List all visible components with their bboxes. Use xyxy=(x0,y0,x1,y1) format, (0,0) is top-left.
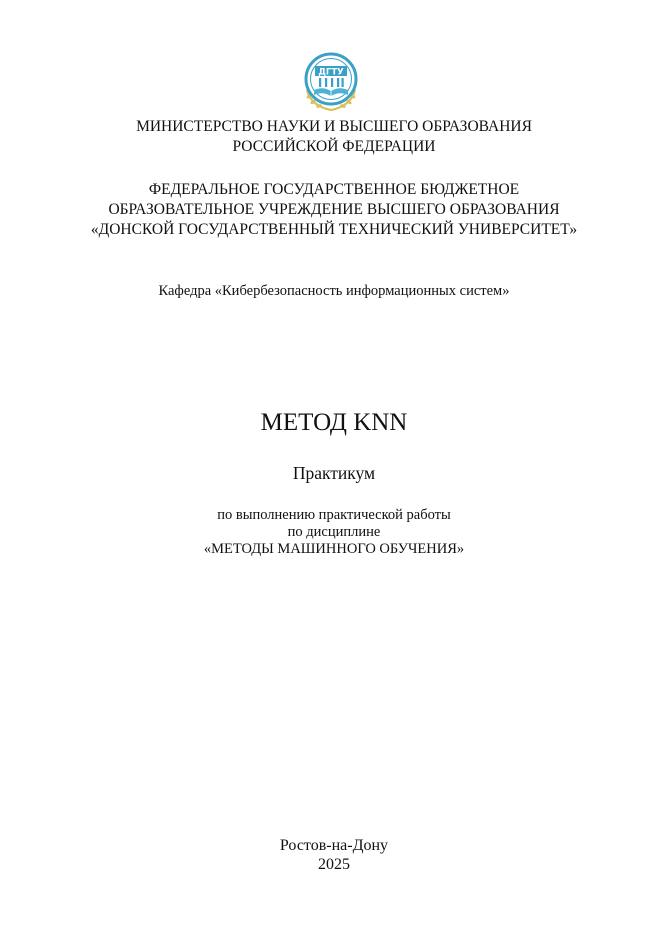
publication-year: 2025 xyxy=(318,856,350,873)
purpose-line-3: «МЕТОДЫ МАШИННОГО ОБУЧЕНИЯ» xyxy=(203,541,465,557)
purpose-line-2: по дисциплине xyxy=(287,524,381,540)
ministry-heading xyxy=(0,117,668,157)
university-logo-icon xyxy=(297,50,365,114)
ministry-line-2: РОССИЙСКОЙ ФЕДЕРАЦИИ xyxy=(232,138,436,155)
university-line-2: ОБРАЗОВАТЕЛЬНОЕ УЧРЕЖДЕНИЕ ВЫСШЕГО ОБРАЗОВАНИЯ xyxy=(108,201,560,218)
university-heading xyxy=(0,180,668,240)
publication-place xyxy=(0,836,668,874)
university-line-3: «ДОНСКОЙ ГОСУДАРСТВЕННЫЙ ТЕХНИЧЕСКИЙ УНИВЕРСИТЕТ» xyxy=(90,221,578,238)
logo-lettering: ДГТУ xyxy=(318,67,344,78)
city-name: Ростов-на-Дону xyxy=(279,837,389,854)
purpose-line-1: по выполнению практической работы xyxy=(217,507,451,523)
ministry-line-1: МИНИСТЕРСТВО НАУКИ И ВЫСШЕГО ОБРАЗОВАНИЯ xyxy=(136,118,532,135)
document-purpose xyxy=(0,507,668,558)
department-name: Кафедра «Кибербезопасность информационных систем» xyxy=(158,283,510,299)
document-subtitle: Практикум xyxy=(292,463,376,483)
document-title: МЕТОД KNN xyxy=(260,409,408,436)
university-line-1: ФЕДЕРАЛЬНОЕ ГОСУДАРСТВЕННОЕ БЮДЖЕТНОЕ xyxy=(148,181,520,198)
